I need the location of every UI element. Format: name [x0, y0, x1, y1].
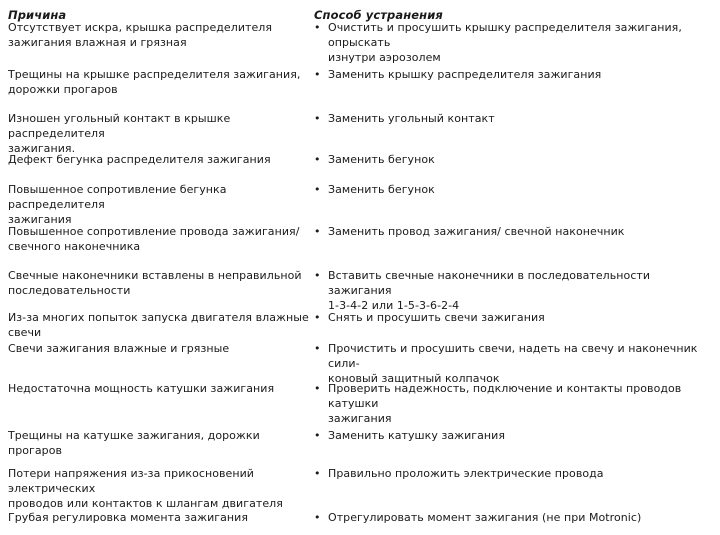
- fix-cell: [314, 20, 716, 65]
- bullet-icon: •: [314, 183, 321, 196]
- cause-cell: Грубая регулировка момента зажигания: [8, 511, 248, 524]
- fix-cell: [314, 381, 716, 426]
- header-fix: Способ устранения: [314, 8, 443, 22]
- bullet-icon: •: [314, 342, 321, 355]
- cause-cell: Отсутствует искра, крышка распределителя зажигания влажная и грязная: [8, 21, 273, 49]
- cause-cell: Изношен угольный контакт в крышке распределителя зажигания.: [8, 112, 231, 155]
- fix-cell: [314, 428, 716, 443]
- fix-text: Правильно проложить электрические провода: [328, 467, 604, 480]
- bullet-icon: •: [314, 311, 321, 324]
- fix-cell: [314, 466, 716, 481]
- bullet-icon: •: [314, 269, 321, 282]
- bullet-icon: •: [314, 225, 321, 238]
- cause-cell: Свечные наконечники вставлены в неправильной последовательности: [8, 269, 302, 297]
- header-cause: Причина: [8, 8, 67, 22]
- bullet-icon: •: [314, 153, 321, 166]
- cause-cell: Трещины на крышке распределителя зажигания, дорожки прогаров: [8, 68, 301, 96]
- cause-cell: Недостаточна мощность катушки зажигания: [8, 382, 275, 395]
- fix-text: Заменить бегунок: [328, 153, 435, 166]
- bullet-icon: •: [314, 429, 321, 442]
- bullet-icon: •: [314, 112, 321, 125]
- fix-cell: [314, 341, 716, 386]
- fix-text: Заменить провод зажигания/ свечной наконечник: [328, 225, 625, 238]
- cause-cell: Свечи зажигания влажные и грязные: [8, 342, 230, 355]
- fix-cell: [314, 224, 716, 239]
- fix-text: Отрегулировать момент зажигания (не при Motronic): [328, 511, 642, 524]
- fix-cell: [314, 67, 716, 82]
- fix-text: Прочистить и просушить свечи, надеть на свечу и наконечник сили- коновый защитный колпачок: [328, 342, 698, 385]
- fix-text: Заменить катушку зажигания: [328, 429, 506, 442]
- fix-cell: [314, 111, 716, 126]
- fix-text: Вставить свечные наконечники в последовательности зажигания 1-3-4-2 или 1-5-3-6-2-4: [328, 269, 651, 312]
- fix-text: Заменить крышку распределителя зажигания: [328, 68, 602, 81]
- bullet-icon: •: [314, 467, 321, 480]
- cause-cell: Дефект бегунка распределителя зажигания: [8, 153, 271, 166]
- fix-text: Заменить угольный контакт: [328, 112, 495, 125]
- fix-cell: [314, 182, 716, 197]
- fix-cell: [314, 152, 716, 167]
- cause-cell: Повышенное сопротивление провода зажигания/ свечного наконечника: [8, 225, 300, 253]
- fix-cell: [314, 310, 716, 325]
- fix-text: Заменить бегунок: [328, 183, 435, 196]
- cause-cell: Трещины на катушке зажигания, дорожки прогаров: [8, 429, 260, 457]
- fix-cell: [314, 268, 716, 313]
- fix-text: Снять и просушить свечи зажигания: [328, 311, 545, 324]
- bullet-icon: •: [314, 21, 321, 34]
- fix-text: Очистить и просушить крышку распределителя зажигания, опрыскать изнутри аэрозолем: [328, 21, 682, 64]
- fix-text: Проверить надежность, подключение и контакты проводов катушки зажигания: [328, 382, 682, 425]
- cause-cell: Повышенное сопротивление бегунка распределителя зажигания: [8, 183, 227, 226]
- bullet-icon: •: [314, 68, 321, 81]
- cause-cell: Потери напряжения из-за прикосновений электрических проводов или контактов к шлангам двигателя: [8, 467, 283, 510]
- fix-cell: [314, 510, 716, 525]
- cause-cell: Из-за многих попыток запуска двигателя влажные свечи: [8, 311, 309, 339]
- bullet-icon: •: [314, 382, 321, 395]
- bullet-icon: •: [314, 511, 321, 524]
